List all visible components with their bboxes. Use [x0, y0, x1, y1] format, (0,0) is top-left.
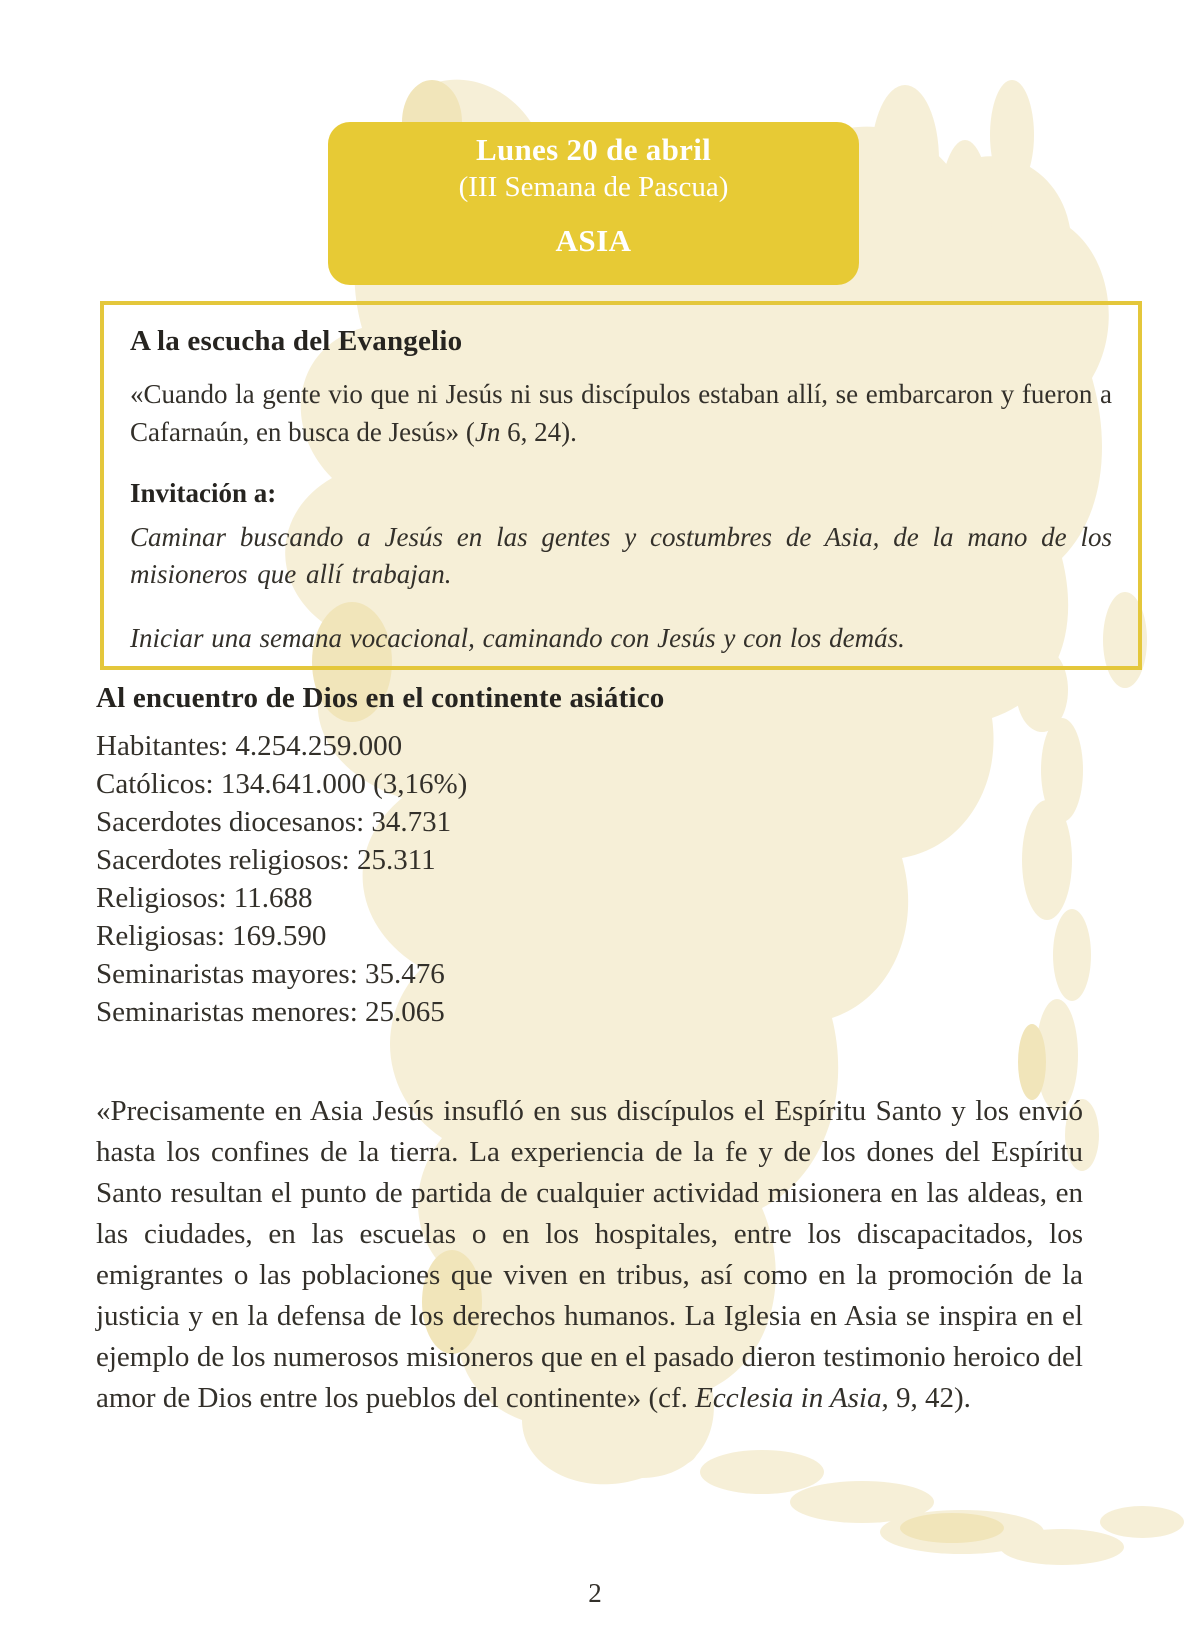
statistic-line: Religiosas: 169.590 [96, 920, 327, 952]
statistic-line: Seminaristas mayores: 35.476 [96, 958, 445, 990]
liturgical-week: (III Semana de Pascua) [458, 171, 729, 203]
invitation-label: Invitación a: [130, 478, 277, 508]
section-heading: Al encuentro de Dios en el continente asiático [96, 682, 665, 714]
statistic-line: Católicos: 134.641.000 (3,16%) [96, 768, 468, 800]
day-title-card [328, 122, 859, 285]
statistic-line: Sacerdotes religiosos: 25.311 [96, 844, 436, 876]
day-title: Lunes 20 de abril [475, 132, 712, 167]
invitation-item-1: Caminar buscando a Jesús en las gentes y costumbres de Asia, de la mano de los misioneros que allí trabajan. [130, 522, 1112, 589]
gospel-quote-reference: 6, 24). [500, 417, 577, 447]
gospel-quote-citation: Jn [474, 417, 501, 447]
statistic-line: Religiosos: 11.688 [96, 882, 313, 914]
gospel-box [100, 301, 1142, 670]
invitation-item-2: Iniciar una semana vocacional, caminando con Jesús y con los demás. [130, 623, 905, 653]
main-paragraph [96, 1091, 1083, 1419]
continent-title: ASIA [555, 223, 632, 258]
continent-statistics [96, 727, 1086, 1031]
statistic-line: Sacerdotes diocesanos: 34.731 [96, 806, 452, 838]
main-paragraph-reference: , 9, 42). [881, 1382, 971, 1414]
statistic-line: Habitantes: 4.254.259.000 [96, 730, 403, 762]
main-paragraph-citation: Ecclesia in Asia [695, 1382, 882, 1414]
statistic-line: Seminaristas menores: 25.065 [96, 996, 445, 1028]
main-paragraph-text: «Precisamente en Asia Jesús insufló en sus discípulos el Espíritu Santo y los envió hasta los confines de la tierra. La experiencia de la fe y de los dones del Espíritu Santo resultan el punto de partida de cualquier actividad misionera en las aldeas, en las ciudades, en las escuelas o en los hospitales, entre los discapacitados, los emigrantes o las poblaciones que viven en tribus, así como en la promoción de la justicia y en la defensa de los derechos humanos. La Iglesia en Asia se inspira en el ejemplo de los numerosos misioneros que en el pasado dieron testimonio heroico del amor de Dios entre los pueblos del continente» (cf. [96, 1095, 1083, 1414]
page-number: 2 [588, 1578, 602, 1608]
gospel-quote-text: «Cuando la gente vio que ni Jesús ni sus discípulos estaban allí, se embarcaron y fueron a Cafarnaún, en busca de Jesús» ( [130, 379, 1112, 447]
gospel-quote [130, 375, 1112, 451]
gospel-box-heading: A la escucha del Evangelio [130, 325, 463, 357]
